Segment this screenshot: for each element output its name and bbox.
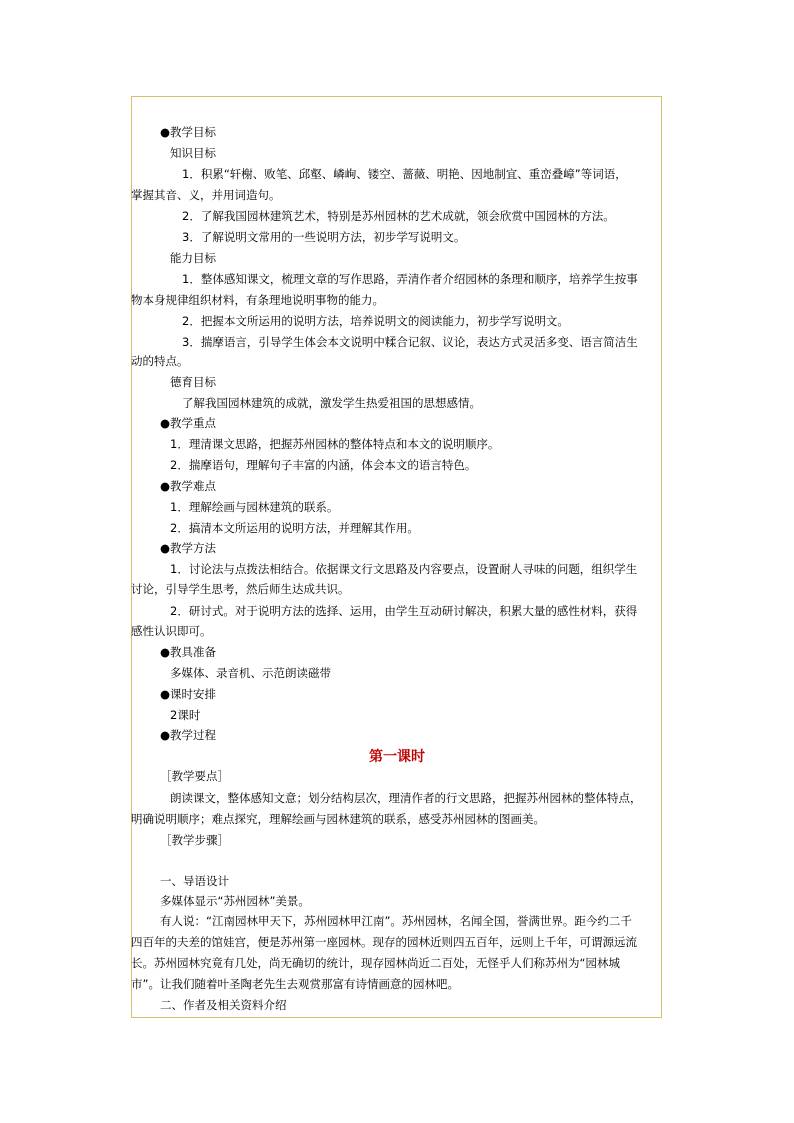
intro-paragraph-cont-2: 长。苏州园林究竟有几处，尚无确切的统计，现存园林尚近二百处，无怪乎人们称苏州为“园林城 [131, 956, 620, 970]
intro-paragraph-cont-1: 四百年的夫差的馆娃宫，便是苏州第一座园林。现存的园林近则四五百年，远则上千年，可谓源远流 [131, 935, 637, 949]
ability-item-1: 1．整体感知课文，梳理文章的写作思路，弄清作者介绍园林的条理和顺序，培养学生按事 [182, 272, 638, 286]
ability-item-3: 3．揣摩语言，引导学生体会本文说明中糅合记叙、议论，表达方式灵活多变、语言简洁生 [182, 335, 638, 349]
key-point-1: 1．理清课文思路，把握苏州园林的整体特点和本文的说明顺序。 [170, 437, 500, 451]
intro-paragraph: 有人说：“江南园林甲天下，苏州园林甲江南”。苏州园林，名闻全国，誉满世界。距今约二千 [160, 914, 632, 928]
key-points-heading: ●教学重点 [160, 416, 217, 430]
teaching-steps-label: ［教学步骤］ [160, 833, 229, 847]
process-heading: ●教学过程 [160, 728, 217, 742]
knowledge-item-1: 1．积累“轩榭、败笔、邱壑、嶙峋、镂空、蔷薇、明艳、因地制宜、重峦叠嶂”等词语， [182, 167, 627, 181]
method-heading: ●教学方法 [160, 541, 217, 555]
knowledge-item-3: 3．了解说明文常用的一些说明方法，初步学写说明文。 [182, 230, 466, 244]
teaching-points-text: 朗读课文，整体感知文意；划分结构层次，理清作者的行文思路，把握苏州园林的整体特点， [170, 791, 642, 805]
difficulty-1: 1．理解绘画与园林建筑的联系。 [170, 500, 339, 514]
method-1: 1．讨论法与点拨法相结合。依据课文行文思路及内容要点，设置耐人寻味的问题，组织学生 [170, 562, 638, 576]
moral-item: 了解我国园林建筑的成就，激发学生热爱祖国的思想感情。 [182, 396, 481, 410]
tools-heading: ●教具准备 [160, 645, 217, 659]
lesson-title: 第一课时 [369, 749, 425, 765]
knowledge-heading: 知识目标 [170, 146, 216, 160]
knowledge-item-1-cont: 掌握其音、义，并用词造句。 [131, 188, 281, 202]
objectives-heading: ●教学目标 [160, 125, 217, 139]
step-2-heading: 二、作者及相关资料介绍 [160, 998, 287, 1012]
ability-item-1-cont: 物本身规律组织材料，有条理地说明事物的能力。 [131, 293, 384, 307]
intro-paragraph-cont-3: 市”。让我们随着叶圣陶老先生去观赏那富有诗情画意的园林吧。 [131, 977, 459, 991]
step-1-media: 多媒体显示“苏州园林”美景。 [160, 894, 310, 908]
moral-heading: 德育目标 [170, 375, 216, 389]
schedule-value: 2课时 [170, 708, 201, 722]
schedule-heading: ●课时安排 [160, 687, 217, 701]
key-point-2: 2．揣摩语句，理解句子丰富的内涵，体会本文的语言特色。 [170, 458, 477, 472]
difficulty-heading: ●教学难点 [160, 479, 217, 493]
ability-item-2: 2．把握本文所运用的说明方法，培养说明文的阅读能力，初步学写说明文。 [182, 314, 569, 328]
ability-item-3-cont: 动的特点。 [131, 354, 189, 368]
difficulty-2: 2．搞清本文所运用的说明方法，并理解其作用。 [170, 521, 419, 535]
ability-heading: 能力目标 [170, 251, 216, 265]
teaching-points-cont: 明确说明顺序；难点探究，理解绘画与园林建筑的联系，感受苏州园林的图画美。 [131, 812, 545, 826]
knowledge-item-2: 2．了解我国园林建筑艺术，特别是苏州园林的艺术成就，领会欣赏中国园林的方法。 [182, 209, 615, 223]
tools-list: 多媒体、录音机、示范朗读磁带 [170, 666, 331, 680]
method-2: 2．研讨式。对于说明方法的选择、运用，由学生互动研讨解决，积累大量的感性材料，获得 [170, 604, 638, 618]
method-2-cont: 感性认识即可。 [131, 624, 212, 638]
teaching-points-label: ［教学要点］ [160, 769, 229, 783]
step-1-heading: 一、导语设计 [160, 874, 229, 888]
method-1-cont: 讨论，引导学生思考，然后师生达成共识。 [131, 582, 350, 596]
